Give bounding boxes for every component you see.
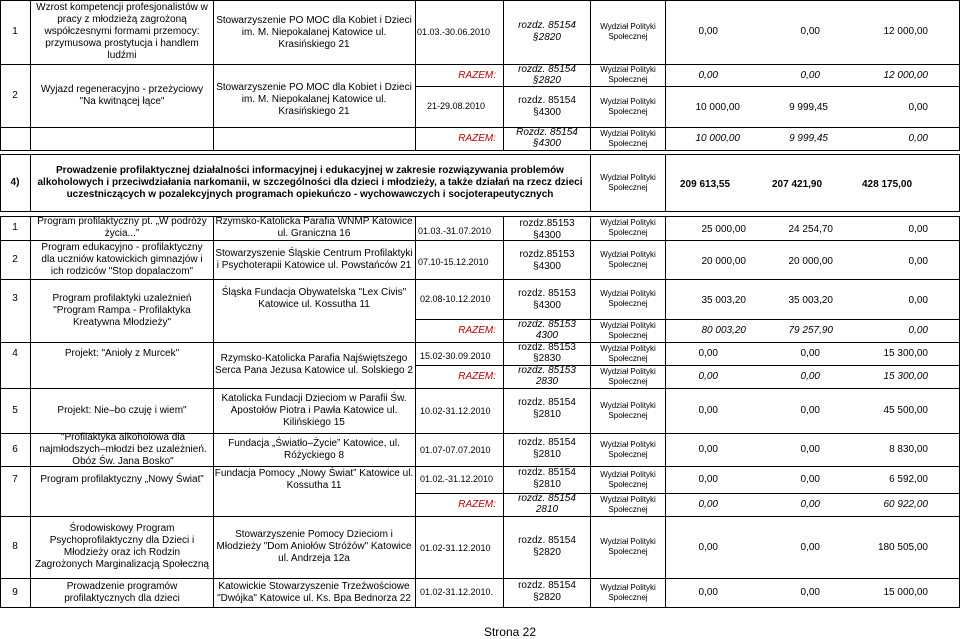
department: Wydział Polityki Społecznej <box>600 582 656 602</box>
row-number: 3 <box>12 293 18 304</box>
paragraph: 4300 <box>535 330 559 341</box>
value-2: 24 254,70 <box>788 224 833 235</box>
sum-label: RAZEM: <box>458 133 496 144</box>
period: 10.02-31.12.2010 <box>420 405 491 416</box>
chapter: rozdz. 85154 <box>518 493 576 504</box>
task-name: Program profilaktyki uzależnień "Program Rampa - Profilaktyka Kreatywna Młodzieży" <box>52 292 192 328</box>
value-1: 0,00 <box>698 444 718 455</box>
period: 15.02-30.09.2010 <box>420 350 491 361</box>
period: 01.07-07.07.2010 <box>420 444 491 455</box>
sum-label: RAZEM: <box>458 325 496 336</box>
value-3: 12 000,00 <box>883 26 928 37</box>
period: 01.02-31.12.2010 <box>420 542 491 553</box>
row-number: 7 <box>12 473 18 485</box>
value-2: 79 257,90 <box>788 325 833 336</box>
organization: Śląska Fundacja Obywatelska "Lex Civis" Katowice ul. Kossutha 11 <box>221 287 407 310</box>
chapter: rozdz. 85153 <box>518 342 576 353</box>
chapter: rozdz. 85153 <box>518 319 576 330</box>
department: Wydział Polityki Społecznej <box>600 249 656 269</box>
section-title: Prowadzenie profilaktycznej działalności informacyjnej i edukacyjnej w zakresie rozwiązywania problemów alkoholowych i przeciwdziałania narkomanii, w szczególności dla dzieci i młodzieży, a także działań na rzecz dzieci uczestniczących w pozalekcyjnych programach opiekuńczo - wychowawczych i socjoterapeutycznych <box>37 165 583 200</box>
period: 02.08-10.12.2010 <box>420 293 491 304</box>
organization: Rzymsko-Katolicka Parafia Najświętszego Serca Pana Jezusa Katowice ul. Solskiego 2 <box>215 353 413 376</box>
chapter: rozdz. 85153 <box>518 288 576 299</box>
department: Wydział Polityki Społecznej <box>600 494 656 514</box>
row-number: 2 <box>12 253 18 265</box>
chapter: rozdz.85153 <box>519 249 575 260</box>
chapter: rozdz.85153 <box>519 218 575 229</box>
period: 01.02.-31.12.2010 <box>420 473 494 484</box>
value-1: 20 000,00 <box>701 256 746 267</box>
department: Wydział Polityki Społecznej <box>600 22 656 41</box>
organization: Stowarzyszenie PO MOC dla Kobiet i Dzieci im. M. Niepokalanej Katowice ul. Krasińskiego 21 <box>216 15 412 50</box>
chapter: rozdz. 85153 <box>518 365 576 376</box>
department: Wydział Polityki Społecznej <box>600 537 656 556</box>
task-name: Program profilaktyczny „Nowy Świat” <box>40 473 204 485</box>
sum-label: RAZEM: <box>458 499 496 510</box>
value-3: 60 922,00 <box>883 499 928 510</box>
value-2: 0,00 <box>800 70 820 81</box>
row-number: 1 <box>12 222 18 233</box>
task-name: Projekt: Nie–bo czuję i wiem" <box>57 404 187 416</box>
value-3: 0,00 <box>908 133 928 144</box>
value-1: 0,00 <box>698 26 718 37</box>
sum-label: RAZEM: <box>458 70 496 81</box>
paragraph: §4300 <box>533 230 561 241</box>
value-1: 10 000,00 <box>695 102 740 113</box>
paragraph-number: 2820 <box>538 592 561 603</box>
department: Wydział Polityki Społecznej <box>600 128 656 148</box>
paragraph: §4300 <box>533 300 561 311</box>
paragraph-number: 2810 <box>538 479 561 490</box>
paragraph: §2830 <box>533 353 561 364</box>
task-name: Wyjazd regeneracyjno - przeżyciowy "Na kwitnącej łące" <box>40 83 204 107</box>
value-1: 80 003,20 <box>701 325 746 336</box>
value-1: 0,00 <box>698 474 718 485</box>
value-3: 15 000,00 <box>883 587 928 598</box>
value-2: 0,00 <box>800 499 820 510</box>
task-name: Program edukacyjno - profilaktyczny dla uczniów katowickich gimnazjów i ich rodziców "Stop dopalaczom" <box>41 241 203 277</box>
value-1: 0,00 <box>698 348 718 359</box>
value-1: 10 000,00 <box>695 133 740 144</box>
value-2: 0,00 <box>800 474 820 485</box>
value-1: 0,00 <box>698 499 718 510</box>
paragraph: §4300 <box>533 261 561 272</box>
value-1: 0,00 <box>698 405 718 416</box>
department: Wydział Polityki Społecznej <box>600 65 656 84</box>
paragraph: §2820 <box>533 32 561 43</box>
value-2: 20 000,00 <box>788 256 833 267</box>
paragraph: §2820 <box>533 547 561 558</box>
row-number: 1 <box>12 26 18 37</box>
department: Wydział Polityki Społecznej <box>600 469 656 489</box>
value-2: 0,00 <box>800 26 820 37</box>
department: Wydział Polityki Społecznej <box>600 400 656 420</box>
period: 01.03.-30.06.2010 <box>417 26 491 37</box>
task-name: Program profilaktyczny pt. „W podróży życia...” <box>37 216 207 239</box>
sum-label: RAZEM: <box>458 371 496 382</box>
organization: Fundacja „Światło–Życie” Katowice, ul. Różyckiego 8 <box>228 437 400 461</box>
section-number: 4) <box>10 177 20 188</box>
paragraph-number: 4300 <box>538 261 561 272</box>
task-name: Środowiskowy Program Psychoprofilaktyczny dla Dzieci i Młodzieży oraz ich Rodzin Zagrożonych Marginalizacją Społeczną <box>35 523 209 570</box>
row-number: 6 <box>12 443 18 455</box>
department: Wydział Polityki Społecznej <box>600 343 656 363</box>
row-number: 5 <box>12 404 18 416</box>
value-2: 9 999,45 <box>789 133 828 144</box>
organization: Katolicka Fundacji Dzieciom w Parafii Św. Apostołów Piotra i Pawła Katowice ul. Kilińskiego 15 <box>221 392 407 428</box>
paragraph-number: 2810 <box>538 409 561 420</box>
paragraph: §4300 <box>533 107 561 118</box>
paragraph-number: 4300 <box>538 300 561 311</box>
value-2: 0,00 <box>800 444 820 455</box>
row-number: 4 <box>12 347 18 359</box>
period: 21-29.08.2010 <box>427 100 486 111</box>
value-2: 0,00 <box>800 542 820 553</box>
paragraph: 2830 <box>535 376 559 387</box>
value-3: 6 592,00 <box>889 474 928 485</box>
page-number: Strona 22 <box>483 625 537 639</box>
value-2: 0,00 <box>800 348 820 359</box>
department: Wydział Polityki Społecznej <box>600 218 656 237</box>
department: Wydział Polityki Społecznej <box>600 96 656 116</box>
paragraph-number: 2830 <box>538 353 561 364</box>
paragraph: §2810 <box>533 449 561 460</box>
department: Wydział Polityki Społecznej <box>600 320 656 340</box>
paragraph: §2810 <box>533 409 561 420</box>
value-3: 8 830,00 <box>889 444 928 455</box>
value-1: 25 000,00 <box>701 224 746 235</box>
chapter: rozdz. 85154 <box>518 95 576 106</box>
chapter: rozdz. 85154 <box>518 397 576 408</box>
paragraph-number: 4300 <box>538 230 561 241</box>
value-1: 0,00 <box>698 371 718 382</box>
paragraph: §4300 <box>533 138 561 149</box>
paragraph-number: 2810 <box>538 449 561 460</box>
value-2: 9 999,45 <box>789 102 828 113</box>
value-1: 35 003,20 <box>701 295 746 306</box>
organization: Stowarzyszenie PO MOC dla Kobiet i Dzieci im. M. Niepokalanej Katowice ul. Krasińskiego 21 <box>216 82 412 117</box>
row-number: 2 <box>12 89 18 101</box>
paragraph: §2820 <box>533 75 561 86</box>
value-1: 0,00 <box>698 587 718 598</box>
value-3: 15 300,00 <box>883 348 928 359</box>
period: 07.10-15.12.2010 <box>418 256 489 267</box>
value-2: 35 003,20 <box>788 295 833 306</box>
task-name: Prowadzenie programów profilaktycznych dla dzieci <box>64 580 180 604</box>
department: Wydział Polityki Społecznej <box>600 289 656 308</box>
chapter: rozdz. 85154 <box>518 20 576 31</box>
row-number: 9 <box>12 586 18 598</box>
paragraph: §2820 <box>533 592 561 603</box>
paragraph: 2810 <box>535 504 559 515</box>
value-3: 0,00 <box>908 102 928 113</box>
department: Wydział Polityki Społecznej <box>600 173 656 192</box>
value-3: 180 505,00 <box>877 542 928 553</box>
value-1: 0,00 <box>698 70 718 81</box>
organization: Rzymsko-Katolicka Parafia WNMP Katowice ul. Graniczna 16 <box>215 216 413 239</box>
value-3: 12 000,00 <box>883 70 928 81</box>
task-name: Wzrost kompetencji profesjonalistów w pracy z młodzieżą zagrożoną współczesnymi formami przemocy: przymusowa prostytucja i handlem ludźmi <box>36 2 208 61</box>
paragraph-number: 2820 <box>538 547 561 558</box>
organization: Stowarzyszenie Śląskie Centrum Profilaktyki i Psychoterapii Katowice ul. Powstańców 21 <box>215 247 413 271</box>
value-3: 0,00 <box>908 224 928 235</box>
task-name: Projekt: "Anioły z Murcek" <box>64 347 180 359</box>
period: 01.02-31.12.2010. <box>420 586 494 597</box>
chapter: rozdz. 85154 <box>518 437 576 448</box>
value-3: 0,00 <box>908 295 928 306</box>
section-value-2: 207 421,90 <box>772 179 823 190</box>
organization: Fundacja Pomocy „Nowy Świat” Katowice ul. Kossutha 11 <box>214 467 414 491</box>
paragraph: §2810 <box>533 479 561 490</box>
row-number: 8 <box>12 541 18 552</box>
section-value-3: 428 175,00 <box>862 179 913 190</box>
section-value-1: 209 613,55 <box>680 179 731 190</box>
value-2: 0,00 <box>800 371 820 382</box>
period: 01.03.-31.07.2010 <box>418 225 492 236</box>
value-3: 0,00 <box>908 325 928 336</box>
chapter: rozdz. 85154 <box>518 64 576 75</box>
chapter: Rozdz. 85154 <box>516 127 578 138</box>
department: Wydział Polityki Społecznej <box>600 366 656 386</box>
value-1: 0,00 <box>698 542 718 553</box>
value-2: 0,00 <box>800 405 820 416</box>
task-name: "Profilaktyka alkoholowa dla najmłodszych–młodzi bez uzależnień. Obóz Św. Jana Bosko" <box>39 431 207 467</box>
value-3: 0,00 <box>908 256 928 267</box>
chapter: rozdz. 85154 <box>518 467 576 478</box>
chapter: rozdz. 85154 <box>518 535 576 546</box>
value-3: 45 500,00 <box>883 405 928 416</box>
chapter: rozdz. 85154 <box>518 580 576 591</box>
department: Wydział Polityki Społecznej <box>600 439 656 459</box>
value-3: 15 300,00 <box>883 371 928 382</box>
value-2: 0,00 <box>800 587 820 598</box>
organization: Stowarzyszenie Pomocy Dzieciom i Młodzieży "Dom Aniołów Stróżów" Katowice ul. Andrzeja 12a <box>216 529 412 564</box>
organization: Katowickie Stowarzyszenie Trzeźwościowe "Dwójka" Katowice ul. Ks. Bpa Bednorza 22 <box>217 580 411 604</box>
